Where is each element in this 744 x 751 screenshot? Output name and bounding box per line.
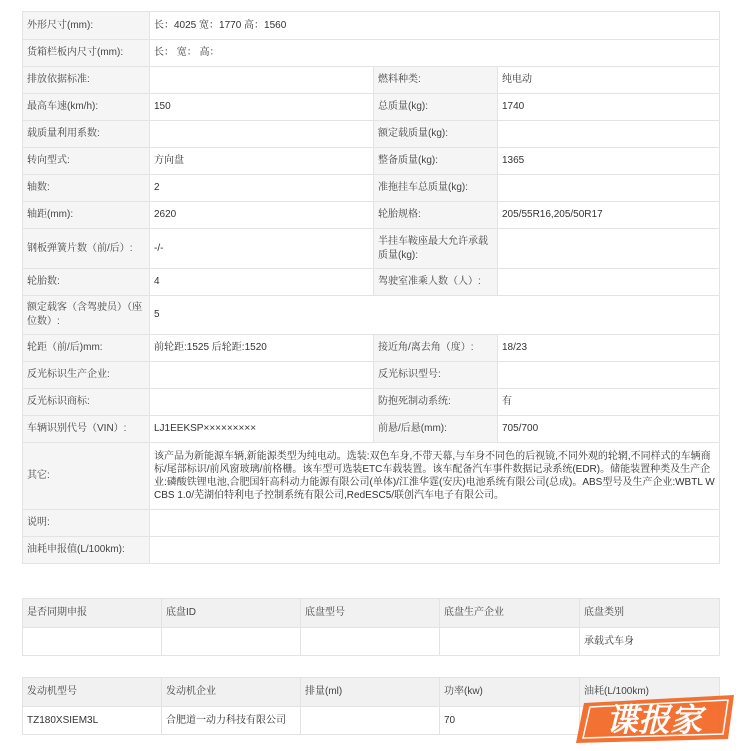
spec-table: [22, 11, 720, 564]
spec-row-reflect-brand: [23, 389, 720, 416]
steering-value: 方向盘: [150, 148, 374, 175]
spec-row-vin: [23, 416, 720, 443]
spec-row-reflect-maker: [23, 362, 720, 389]
spec-row-emission: [23, 67, 720, 94]
engine-cell: TZ180XSIEM3L: [23, 707, 162, 735]
tire-count-label: 轮胎数:: [23, 269, 150, 296]
rated-load-value: [498, 121, 720, 148]
max-speed-label: 最高车速(km/h):: [23, 94, 150, 121]
cargo-label: 货箱栏板内尺寸(mm):: [23, 40, 150, 67]
chassis-cell: [301, 628, 440, 656]
engine-col-header: 油耗(L/100km): [580, 678, 720, 707]
note-value: [150, 510, 720, 537]
engine-cell: 70: [440, 707, 580, 735]
wheelbase-label: 轴距(mm):: [23, 202, 150, 229]
overhang-label: 前悬/后悬(mm):: [374, 416, 498, 443]
overhang-value: 705/700: [498, 416, 720, 443]
trailer-mass-value: [498, 175, 720, 202]
wheelbase-value: 2620: [150, 202, 374, 229]
max-speed-value: 150: [150, 94, 374, 121]
watermark-text: 谍报家: [605, 701, 703, 739]
other-label: 其它:: [23, 443, 150, 510]
spec-row-fuel-consumption: [23, 537, 720, 564]
other-value: 该产品为新能源车辆,新能源类型为纯电动。选装:双色车身,不带天幕,与车身不同色的后视镜,不同外观的轮辋,不同样式的车辆商标/尾部标识/前风窗玻璃/前格栅。该车型可选装ETC车载装置。该车配备汽车事件数据记录系统(EDR)。储能装置种类及生产企业:磷酸铁锂电池,合肥国轩高科动力能源有限公司(单体)/江淮华霆(安庆)电池系统有限公司(总成)。ABS型号及生产企业:WBTL WCBS 1.0/芜湖伯特利电子控制系统有限公司,RedESC5/联创汽车电子有限公司。: [150, 443, 720, 510]
spec-row-wheelbase: [23, 202, 720, 229]
reflect-brand-value: [150, 389, 374, 416]
chassis-cell: [162, 628, 301, 656]
curb-mass-label: 整备质量(kg):: [374, 148, 498, 175]
track-value: 前轮距:1525 后轮距:1520: [150, 335, 374, 362]
reflect-model-value: [498, 362, 720, 389]
cab-capacity-value: [498, 269, 720, 296]
cab-capacity-label: 驾驶室准乘人数（人）:: [374, 269, 498, 296]
angle-label: 接近角/离去角（度）:: [374, 335, 498, 362]
spec-row-seats: [23, 296, 720, 335]
vin-label: 车辆识别代号（VIN）:: [23, 416, 150, 443]
tire-spec-value: 205/55R16,205/50R17: [498, 202, 720, 229]
track-label: 轮距（前/后)mm:: [23, 335, 150, 362]
spec-row-steering: [23, 148, 720, 175]
spec-row-load: [23, 121, 720, 148]
trailer-mass-label: 准拖挂车总质量(kg):: [374, 175, 498, 202]
tire-count-value: 4: [150, 269, 374, 296]
reflect-maker-label: 反光标识生产企业:: [23, 362, 150, 389]
total-mass-label: 总质量(kg):: [374, 94, 498, 121]
chassis-col-header: 底盘类别: [580, 599, 720, 628]
spec-row-note: [23, 510, 720, 537]
emission-label: 排放依据标准:: [23, 67, 150, 94]
engine-col-header: 功率(kw): [440, 678, 580, 707]
chassis-header-row: [23, 599, 720, 628]
vin-value: LJ1EEKSP×××××××××: [150, 416, 374, 443]
steering-label: 转向型式:: [23, 148, 150, 175]
fuel-type-value: 纯电动: [498, 67, 720, 94]
chassis-cell: [23, 628, 162, 656]
spec-row-track: [23, 335, 720, 362]
watermark-logo: [570, 689, 738, 747]
chassis-col-header: 是否同期申报: [23, 599, 162, 628]
spec-row-leaf: [23, 229, 720, 269]
axles-label: 轴数:: [23, 175, 150, 202]
abs-value: 有: [498, 389, 720, 416]
engine-cell: 合肥道一动力科技有限公司: [162, 707, 301, 735]
fuel-consumption-label: 油耗申报值(L/100km):: [23, 537, 150, 564]
saddle-load-label: 半挂车鞍座最大允许承载质量(kg):: [374, 229, 498, 269]
reflect-maker-value: [150, 362, 374, 389]
engine-col-header: 发动机企业: [162, 678, 301, 707]
fuel-consumption-value: [150, 537, 720, 564]
cargo-value: 长： 宽： 高：: [150, 40, 720, 67]
spec-row-speed: [23, 94, 720, 121]
tire-spec-label: 轮胎规格:: [374, 202, 498, 229]
dimensions-label: 外形尺寸(mm):: [23, 12, 150, 40]
abs-label: 防抱死制动系统:: [374, 389, 498, 416]
spec-row-cargo: [23, 40, 720, 67]
seats-value: 5: [150, 296, 720, 335]
spec-row-axles: [23, 175, 720, 202]
leaf-spring-value: -/-: [150, 229, 374, 269]
chassis-col-header: 底盘ID: [162, 599, 301, 628]
fuel-type-label: 燃料种类:: [374, 67, 498, 94]
chassis-cell: [440, 628, 580, 656]
reflect-model-label: 反光标识型号:: [374, 362, 498, 389]
spec-row-dimensions: [23, 12, 720, 40]
spec-row-other: [23, 443, 720, 510]
chassis-col-header: 底盘生产企业: [440, 599, 580, 628]
chassis-col-header: 底盘型号: [301, 599, 440, 628]
load-util-label: 载质量利用系数:: [23, 121, 150, 148]
note-label: 说明:: [23, 510, 150, 537]
dimensions-value: 长：4025 宽：1770 高：1560: [150, 12, 720, 40]
angle-value: 18/23: [498, 335, 720, 362]
engine-cell: [301, 707, 440, 735]
reflect-brand-label: 反光标识商标:: [23, 389, 150, 416]
leaf-spring-label: 钢板弹簧片数（前/后）:: [23, 229, 150, 269]
saddle-load-value: [498, 229, 720, 269]
load-util-value: [150, 121, 374, 148]
spec-row-tires: [23, 269, 720, 296]
total-mass-value: 1740: [498, 94, 720, 121]
table-row: [23, 628, 720, 656]
engine-col-header: 发动机型号: [23, 678, 162, 707]
emission-value: [150, 67, 374, 94]
seats-label: 额定载客（含驾驶员）（座位数）:: [23, 296, 150, 335]
engine-col-header: 排量(ml): [301, 678, 440, 707]
chassis-table: [22, 598, 720, 656]
curb-mass-value: 1365: [498, 148, 720, 175]
chassis-cell: 承载式车身: [580, 628, 720, 656]
rated-load-label: 额定载质量(kg):: [374, 121, 498, 148]
axles-value: 2: [150, 175, 374, 202]
